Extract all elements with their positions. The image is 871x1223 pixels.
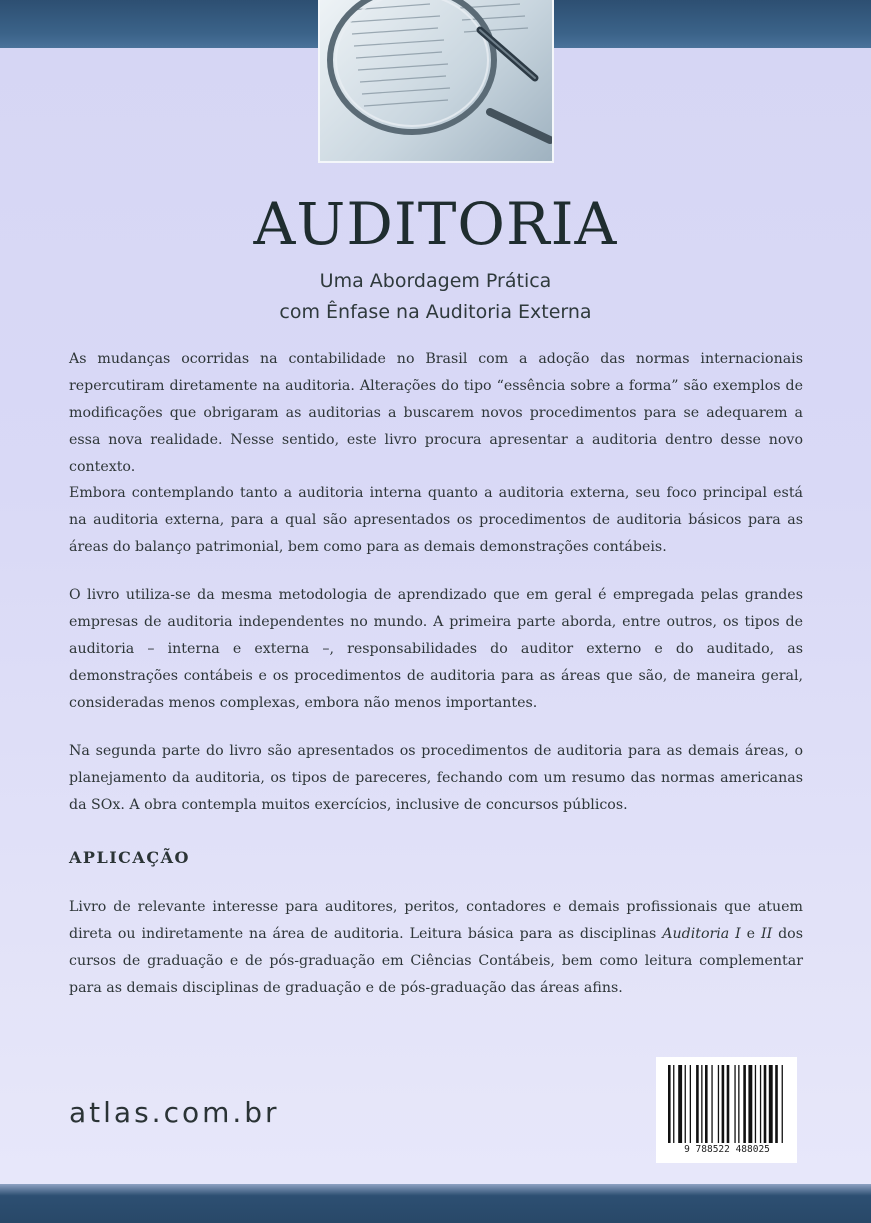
application-text-mid: e xyxy=(740,926,761,942)
book-subtitle-line2: com Ênfase na Auditoria Externa xyxy=(279,301,592,323)
isbn-number: 9 788522 488025 xyxy=(684,1144,770,1155)
barcode-bars xyxy=(668,1065,785,1143)
description-paragraph-4: Na segunda parte do livro são apresentados os procedimentos de auditoria para as demais áreas, o planejamento da auditoria, os tipos de pareceres, fechando com um resumo das normas americanas da SOx. A obra contempla muitos exercícios, inclusive de concursos públicos. xyxy=(69,743,803,813)
description-paragraph-3: O livro utiliza-se da mesma metodologia de aprendizado que em geral é empregada pelas grandes empresas de auditoria independentes no mundo. A primeira parte aborda, entre outros, os tipos de auditoria – interna e externa –, responsabilidades do auditor externo e do auditado, as demonstrações contábeis e os procedimentos de auditoria para as áreas que são, de maneira geral, consideradas menos complexas, embora não menos importantes. xyxy=(69,587,803,711)
application-text-start: Livro de relevante interesse para auditores, peritos, contadores e demais profissionais que atuem direta ou indiretamente na área de auditoria. Leitura básica para as disciplinas xyxy=(69,899,803,942)
application-text-end: dos cursos de graduação e de pós-graduação em Ciências Contábeis, bem como leitura complementar para as demais disciplinas de graduação e de pós-graduação das áreas afins. xyxy=(69,926,803,996)
book-subtitle-line1: Uma Abordagem Prática xyxy=(319,270,552,292)
course-name-1: Auditoria I xyxy=(662,926,741,942)
application-heading: APLICAÇÃO xyxy=(69,848,190,867)
book-title: AUDITORIA xyxy=(253,190,618,258)
description-paragraph-2: Embora contemplando tanto a auditoria interna quanto a auditoria externa, seu foco principal está na auditoria externa, para a qual são apresentados os procedimentos de auditoria básicos para as áreas do balanço patrimonial, bem como para as demais demonstrações contábeis. xyxy=(69,485,803,555)
description-paragraph-1: As mudanças ocorridas na contabilidade no Brasil com a adoção das normas internacionais repercutiram diretamente na auditoria. Alterações do tipo “essência sobre a forma” são exemplos de modificações que obrigaram as auditorias a buscarem novos procedimentos para se adequarem a essa nova realidade. Nesse sentido, este livro procura apresentar a auditoria dentro desse novo contexto. xyxy=(69,351,803,475)
isbn-barcode xyxy=(656,1057,797,1163)
bottom-color-band xyxy=(0,1184,871,1223)
course-name-2: II xyxy=(760,926,773,942)
publisher-website: atlas.com.br xyxy=(69,1096,280,1129)
magnifying-glass-photo xyxy=(318,0,554,163)
application-paragraph xyxy=(69,894,803,1002)
